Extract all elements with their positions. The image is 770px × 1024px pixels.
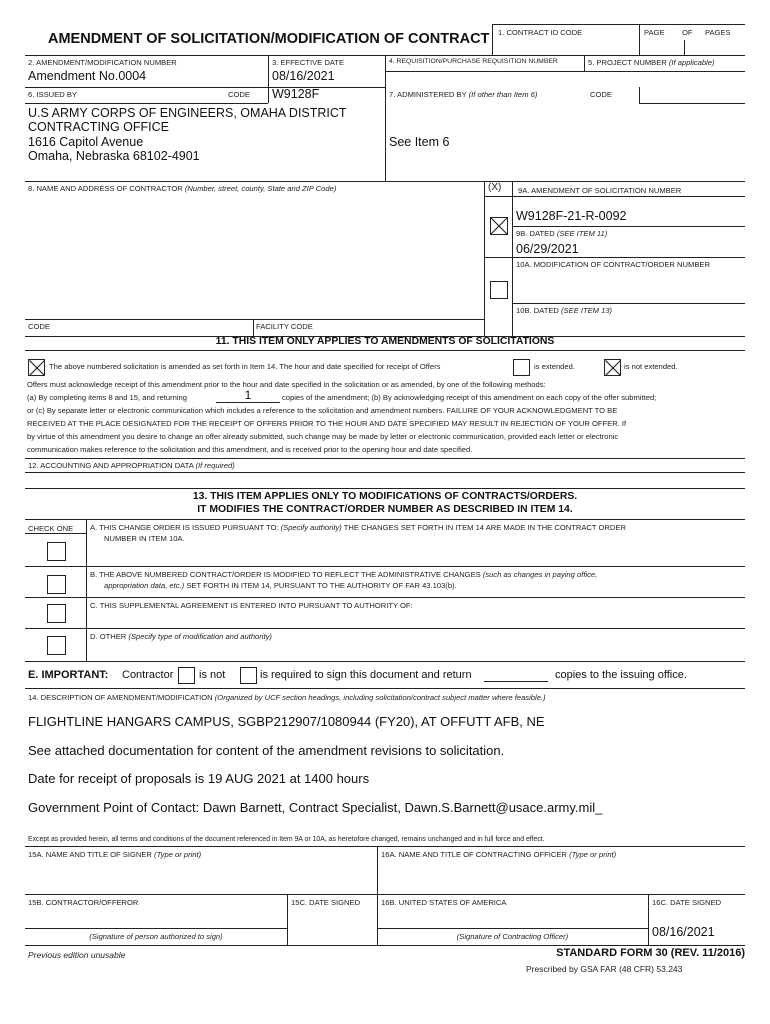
accounting-label: 12. ACCOUNTING AND APPROPRIATION DATA (If required) [28,461,235,470]
important-row: E. IMPORTANT: [28,669,109,681]
description-line-1: FLIGHTLINE HANGARS CAMPUS, SGBP212907/1080944 (FY20), AT OFFUTT AFB, NE [28,714,545,729]
solicitation-amended-checkbox[interactable] [28,359,45,376]
contractor-code-label: CODE [28,322,50,331]
dated-9b-value: 06/29/2021 [516,242,579,256]
pages-label: PAGES [705,28,731,37]
description-line-4: Government Point of Contact: Dawn Barnett, Contract Specialist, Dawn.S.Barnett@usace.army.mil_ [28,800,603,815]
check-one-label: CHECK ONE [28,524,74,533]
amendment-number: Amendment No.0004 [28,69,147,83]
item13-d: D. OTHER (Specify type of modification and authority) [90,632,272,641]
signature-15-caption: (Signature of person authorized to sign) [89,932,223,941]
item11-line7: communication makes reference to the solicitation and this amendment, and is received prior to the opening hour and date specified. [27,445,473,454]
description-label: 14. DESCRIPTION OF AMENDMENT/MODIFICATION (Organized by UCF section headings, including solicitation/contract subject matter where feasible.) [28,693,546,702]
amend-sol-number: W9128F-21-R-0092 [516,209,627,223]
contractor-offeror-label: 15B. CONTRACTOR/OFFEROR [28,898,139,907]
contract-id-label: 1. CONTRACT ID CODE [498,28,583,37]
issuer-line: 1616 Capitol Avenue [28,134,144,149]
important-is-not: is not [199,669,226,681]
dated-9b-label: 9B. DATED (SEE ITEM 11) [516,229,608,238]
item13-b-line2: appropriation data, etc.) SET FORTH IN ITEM 14, PURSUANT TO THE AUTHORITY OF FAR 43.103(b). [104,581,457,590]
item11-line3a: (a) By completing items 8 and 15, and returning [27,393,187,402]
date-signed-16c: 08/16/2021 [652,925,715,939]
description-line-2: See attached documentation for content of the amendment revisions to solicitation. [28,743,505,758]
is-not-checkbox[interactable] [178,667,195,684]
important-is-required: is required to sign this document and return [260,669,472,681]
is-not-extended-checkbox[interactable] [604,359,621,376]
page-label: PAGE [644,28,665,37]
dated-10b-label: 10B. DATED (SEE ITEM 13) [516,306,613,315]
contractor-label: 8. NAME AND ADDRESS OF CONTRACTOR (Number, street, county, State and ZIP Code) [28,184,337,193]
mod-contract-checkbox[interactable] [490,281,508,299]
administered-by-label: 7. ADMINISTERED BY (If other than Item 6) [389,90,538,99]
usa-label: 16B. UNITED STATES OF AMERICA [381,898,507,907]
item11-line1: The above numbered solicitation is amended as set forth in Item 14. The hour and date specified for receipt of Offers [49,362,441,371]
except-note: Except as provided herein, all terms and conditions of the document referenced in Item 9A or 10A, as heretofore changed, remains unchanged and in full force and effect. [28,836,545,843]
copies-returned: 1 [216,388,280,403]
item11-title: 11. THIS ITEM ONLY APPLIES TO AMENDMENTS OF SOLICITATIONS [215,336,555,347]
project-number-label: 5. PROJECT NUMBER (If applicable) [588,58,715,67]
item13-title-1: 13. THIS ITEM APPLIES ONLY TO MODIFICATIONS OF CONTRACTS/ORDERS. [192,491,578,502]
signature-16-caption: (Signature of Contracting Officer) [456,932,569,941]
amendment-number-label: 2. AMENDMENT/MODIFICATION NUMBER [28,58,177,67]
item13-c: C. THIS SUPPLEMENTAL AGREEMENT IS ENTERED INTO PURSUANT TO AUTHORITY OF: [90,601,413,610]
item13-b: B. THE ABOVE NUMBERED CONTRACT/ORDER IS MODIFIED TO REFLECT THE ADMINISTRATIVE CHANGES (such as changes in paying office, [90,570,598,579]
administered-value: See Item 6 [389,135,450,149]
issued-code-label: CODE [228,90,250,99]
important-contractor: Contractor [122,669,174,681]
important-copies: copies to the issuing office. [555,669,687,681]
effective-date: 08/16/2021 [272,69,335,83]
form-title: AMENDMENT OF SOLICITATION/MODIFICATION OF CONTRACT [48,31,490,47]
issued-by-label: 6. ISSUED BY [28,90,77,99]
prescribed-by: Prescribed by GSA FAR (48 CFR) 53.243 [526,964,683,974]
of-label: OF [682,28,693,37]
previous-edition: Previous edition unusable [28,950,126,960]
is-extended-checkbox[interactable] [513,359,530,376]
date-signed-16c-label: 16C. DATE SIGNED [652,898,722,907]
issuer-address [28,106,347,164]
signer-16a-label: 16A. NAME AND TITLE OF CONTRACTING OFFICER (Type or print) [381,850,617,859]
facility-code-label: FACILITY CODE [256,322,313,331]
item11-line2: Offers must acknowledge receipt of this amendment prior to the hour and date specified in the solicitation or as amended, by one of the following methods: [27,380,546,389]
item11-line4: or (c) By separate letter or electronic communication which includes a reference to the solicitation and amendment numbers. FAILURE OF YOUR ACKNOWLEDGMENT TO BE [27,406,618,415]
is-extended-label: is extended. [534,362,575,371]
issuer-line: CONTRACTING OFFICE [28,120,169,135]
signer-15a-label: 15A. NAME AND TITLE OF SIGNER (Type or print) [28,850,202,859]
description-line-3: Date for receipt of proposals is 19 AUG 2021 at 1400 hours [28,771,370,786]
admin-changes-checkbox[interactable] [47,575,66,594]
administered-code-label: CODE [590,90,612,99]
item11-line5: RECEIVED AT THE PLACE DESIGNATED FOR THE RECEIPT OF OFFERS PRIOR TO THE HOUR AND DATE SPECIFIED MAY RESULT IN REJECTION OF YOUR OFFER. If [27,419,627,428]
amend-sol-checkbox[interactable] [490,217,508,235]
x-column-label: (X) [488,182,502,193]
item11-line6: by virtue of this amendment you desire to change an offer already submitted, such change may be made by letter or electronic communication, provided each letter or electronic [27,432,619,441]
change-order-checkbox[interactable] [47,542,66,561]
amend-sol-label: 9A. AMENDMENT OF SOLICITATION NUMBER [518,186,682,195]
form-number: STANDARD FORM 30 (REV. 11/2016) [556,947,745,959]
item13-title-2: IT MODIFIES THE CONTRACT/ORDER NUMBER AS DESCRIBED IN ITEM 14. [197,504,573,515]
item13-a: A. THIS CHANGE ORDER IS ISSUED PURSUANT TO: (Specify authority) THE CHANGES SET FORTH IN ITEM 14 ARE MADE IN THE CONTRACT ORDER [90,523,626,532]
requisition-label: 4. REQUISITION/PURCHASE REQUISITION NUMBER [389,58,558,65]
mod-contract-label: 10A. MODIFICATION OF CONTRACT/ORDER NUMBER [516,260,710,269]
is-not-extended-label: is not extended. [624,362,678,371]
item11-line3b: copies of the amendment; (b) By acknowledging receipt of this amendment on each copy of the offer submitted; [282,393,657,402]
issued-code: W9128F [272,87,320,101]
effective-date-label: 3. EFFECTIVE DATE [272,58,345,67]
issuer-line: Omaha, Nebraska 68102-4901 [28,149,200,164]
supplemental-agreement-checkbox[interactable] [47,604,66,623]
issuer-line: U.S ARMY CORPS OF ENGINEERS, OMAHA DISTRICT [28,106,347,120]
date-signed-15c-label: 15C. DATE SIGNED [291,898,361,907]
is-required-checkbox[interactable] [240,667,257,684]
other-mod-checkbox[interactable] [47,636,66,655]
item13-a-line2: NUMBER IN ITEM 10A. [104,534,185,543]
